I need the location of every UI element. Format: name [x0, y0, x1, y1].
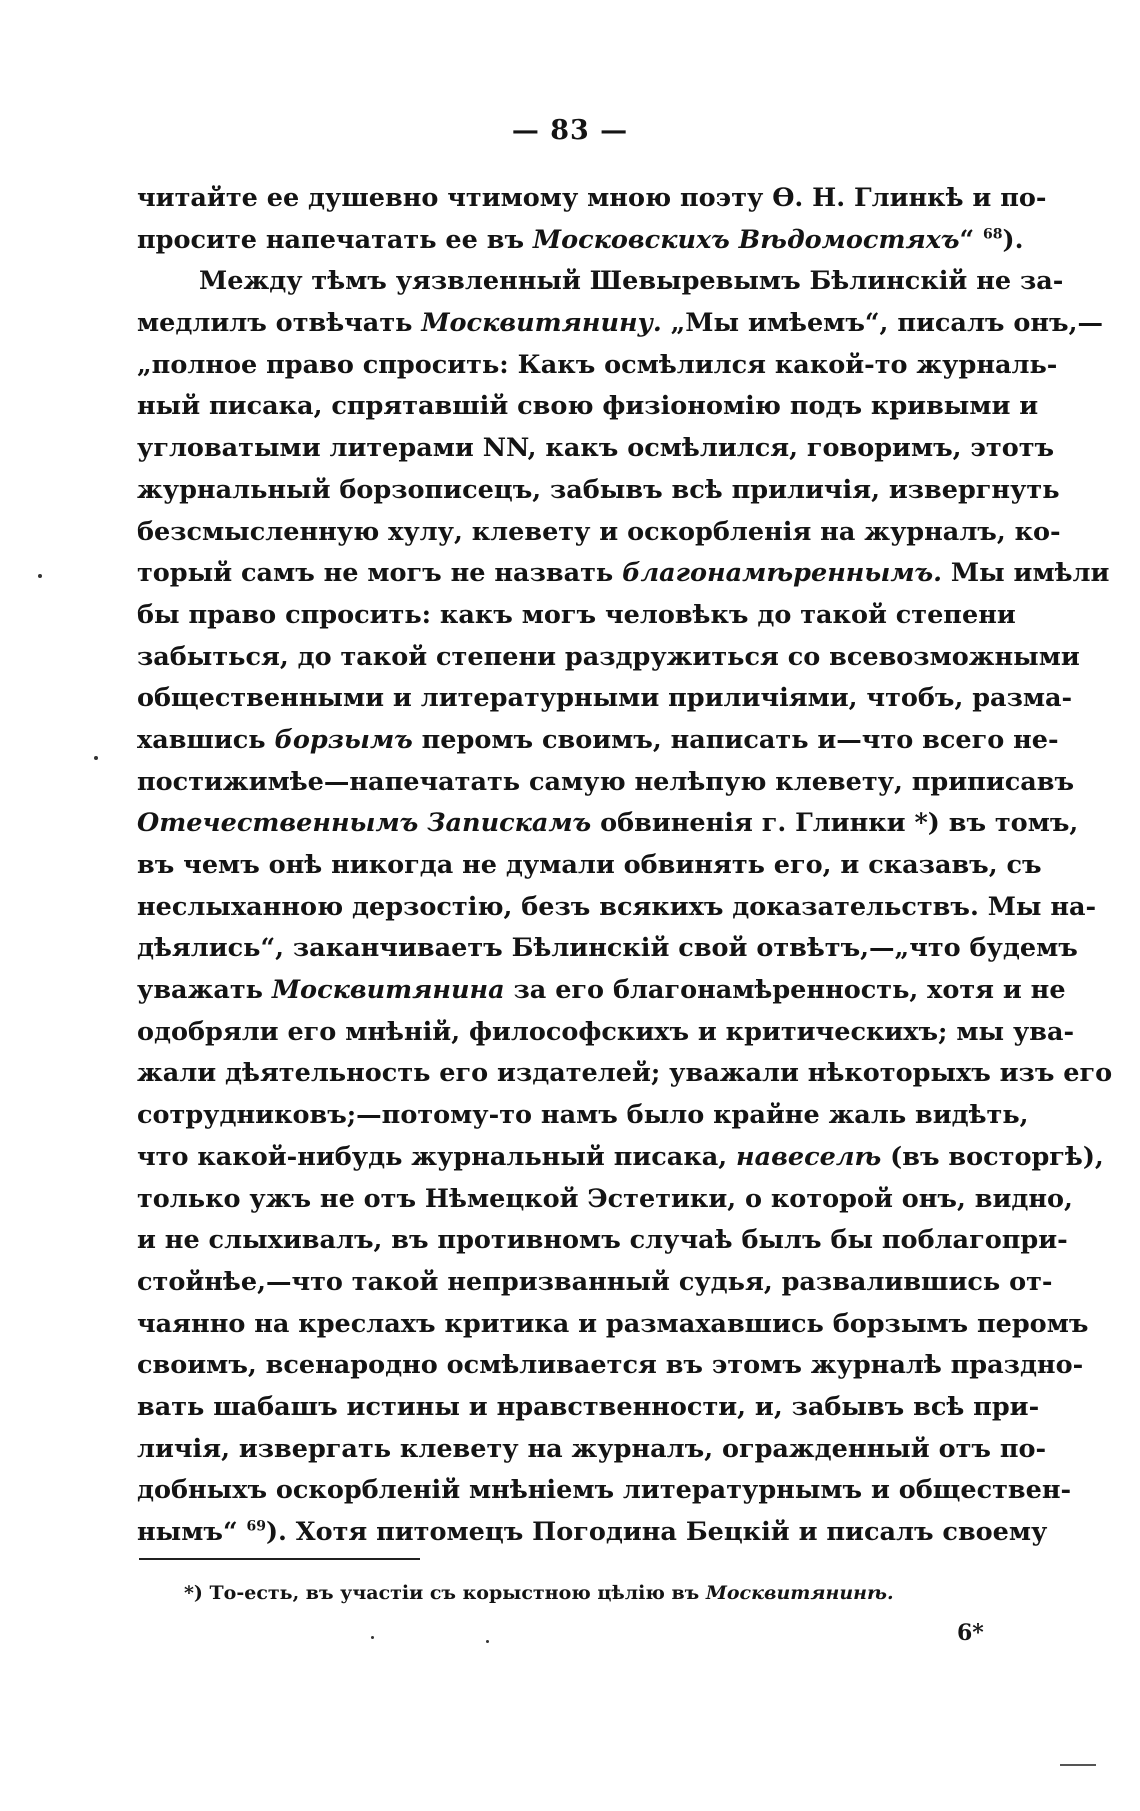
- text-line: [137, 887, 1097, 929]
- text-run: чаянно на креслахъ критика и размахавшись борзымъ перомъ: [137, 1308, 1089, 1339]
- text-line: [137, 637, 1080, 679]
- text-line: [137, 1429, 1047, 1471]
- text-run: постижимѣе—напечатать самую нелѣпую клевету, приписавъ: [137, 766, 1075, 797]
- text-run: что какой-нибудь журнальный писака,: [137, 1141, 737, 1172]
- text-line: [137, 678, 1073, 720]
- text-line: [137, 178, 1047, 220]
- scan-speck: [486, 1640, 489, 1643]
- text-run: торый самъ не могъ не назвать: [137, 558, 623, 589]
- text-run: добныхъ оскорбленій мнѣніемъ литературнымъ и обществен-: [137, 1475, 1072, 1506]
- text-line: [137, 928, 1078, 970]
- text-line: [137, 345, 1058, 387]
- text-line: [137, 1179, 1073, 1221]
- text-line: [137, 1262, 1053, 1304]
- text-run: и не слыхивалъ, въ противномъ случаѣ былъ бы поблагопри-: [137, 1225, 1068, 1256]
- text-line: [137, 720, 1059, 762]
- text-run: личія, извергать клевету на журналъ, огражденный отъ по-: [137, 1433, 1047, 1464]
- text-run: одобряли его мнѣній, философскихъ и критическихъ; мы ува-: [137, 1016, 1075, 1047]
- text-line: [137, 1053, 1113, 1095]
- footnote-italic: Москвитянинѣ.: [705, 1582, 894, 1604]
- text-run: бы право спросить: какъ могъ человѣкъ до такой степени: [137, 599, 1016, 630]
- text-run: забыться, до такой степени раздружиться со всевозможными: [137, 641, 1080, 672]
- text-line: [137, 386, 1039, 428]
- scan-speck: [94, 756, 98, 760]
- italic-text: Москвитянина: [271, 975, 505, 1006]
- text-run: ). Хотя питомецъ Погодина Бецкій и писалъ своему: [265, 1517, 1048, 1547]
- text-line: [137, 970, 1066, 1012]
- text-run: въ чемъ онѣ никогда не думали обвинять его, и сказавъ, съ: [137, 850, 1042, 880]
- text-line: [137, 1512, 1048, 1554]
- text-line: [137, 1095, 1029, 1137]
- text-line: [137, 1304, 1089, 1346]
- text-run: безсмысленную хулу, клевету и оскорбленія на журналъ, ко-: [137, 516, 1061, 547]
- scan-speck: [38, 574, 42, 578]
- text-run: просите напечатать ее въ: [137, 224, 533, 255]
- text-line: [137, 595, 1016, 637]
- text-line: [137, 1012, 1075, 1054]
- footnote-ref: 69: [246, 1518, 266, 1535]
- text-line: [137, 553, 1110, 595]
- page-number: — 83 —: [511, 115, 629, 146]
- italic-text: Отечественнымъ Запискамъ: [137, 808, 592, 839]
- text-run: “: [959, 224, 984, 255]
- text-run: вать шабашъ истины и нравственности, и, забывъ всѣ при-: [137, 1391, 1040, 1422]
- footnote-ref: 68: [983, 226, 1003, 243]
- italic-text: Москвитянину.: [421, 308, 662, 339]
- text-run: хавшись: [137, 724, 275, 755]
- text-run: неслыханною дерзостію, безъ всякихъ доказательствъ. Мы на-: [137, 891, 1097, 922]
- text-line: [137, 762, 1075, 804]
- text-line: [137, 1387, 1040, 1429]
- text-line: [137, 845, 1042, 887]
- text-line: [137, 470, 1060, 512]
- text-run: дѣялись“, заканчиваетъ Бѣлинскій свой отвѣтъ,—„что будемъ: [137, 933, 1078, 964]
- text-run: ).: [1002, 224, 1024, 255]
- text-run: „полное право спросить: Какъ осмѣлился какой-то журналь-: [137, 349, 1058, 380]
- text-run: перомъ своимъ, написать и—что всего не-: [412, 724, 1059, 755]
- text-line: [137, 220, 1024, 262]
- text-run: медлилъ отвѣчать: [137, 308, 422, 339]
- text-line: [137, 261, 1064, 303]
- text-line: [137, 803, 1079, 845]
- footnote: [184, 1582, 894, 1604]
- text-run: общественными и литературными приличіями, чтобъ, разма-: [137, 683, 1073, 714]
- text-run: обвиненія г. Глинки *) въ томъ,: [591, 808, 1079, 839]
- text-run: „Мы имѣемъ“, писалъ онъ,—: [661, 308, 1103, 339]
- italic-text: навеселѣ: [736, 1141, 882, 1172]
- footnote-rule: [139, 1558, 420, 1560]
- text-run: журнальный борзописецъ, забывъ всѣ приличія, извергнуть: [137, 474, 1060, 505]
- text-run: ный писака, спрятавшій свою физіономію подъ кривыми и: [137, 391, 1039, 422]
- text-run: уважать: [137, 975, 272, 1006]
- text-line: [137, 1470, 1072, 1512]
- edge-mark: [1060, 1764, 1096, 1766]
- text-run: нымъ“: [137, 1517, 247, 1547]
- text-run: жали дѣятельность его издателей; уважали нѣкоторыхъ изъ его: [137, 1058, 1113, 1089]
- italic-text: борзымъ: [274, 724, 413, 755]
- text-line: [137, 303, 1103, 345]
- text-run: сотрудниковъ;—потому-то намъ было крайне жаль видѣть,: [137, 1100, 1029, 1131]
- scan-speck: [371, 1636, 374, 1639]
- text-line: [137, 1220, 1068, 1262]
- text-line: [137, 1137, 1104, 1179]
- text-run: читайте ее душевно чтимому мною поэту Ѳ. Н. Глинкѣ и по-: [137, 183, 1047, 213]
- text-run: стойнѣе,—что такой непризванный судья, развалившись от-: [137, 1266, 1053, 1297]
- text-line: [137, 512, 1061, 554]
- footnote-text: *) То-есть, въ участіи съ корыстною цѣлію въ: [184, 1582, 706, 1604]
- text-run: только ужъ не отъ Нѣмецкой Эстетики, о которой онъ, видно,: [137, 1183, 1073, 1214]
- text-run: (въ восторгѣ),: [881, 1141, 1104, 1172]
- text-run: угловатыми литерами NN, какъ осмѣлился, говоримъ, этотъ: [137, 433, 1055, 464]
- text-run: за его благонамѣренность, хотя и не: [504, 975, 1066, 1006]
- signature-mark: 6*: [957, 1620, 984, 1646]
- text-run: Мы имѣли: [942, 558, 1110, 589]
- italic-text: благонамѣреннымъ.: [622, 558, 942, 589]
- text-run: Между тѣмъ уязвленный Шевыревымъ Бѣлинскій не за-: [199, 266, 1064, 297]
- text-line: [137, 428, 1055, 470]
- body-text: [137, 178, 1113, 1554]
- text-line: [137, 1345, 1084, 1387]
- italic-text: Московскихъ Вѣдомостяхъ: [532, 224, 960, 255]
- text-run: своимъ, всенародно осмѣливается въ этомъ журналѣ праздно-: [137, 1350, 1084, 1381]
